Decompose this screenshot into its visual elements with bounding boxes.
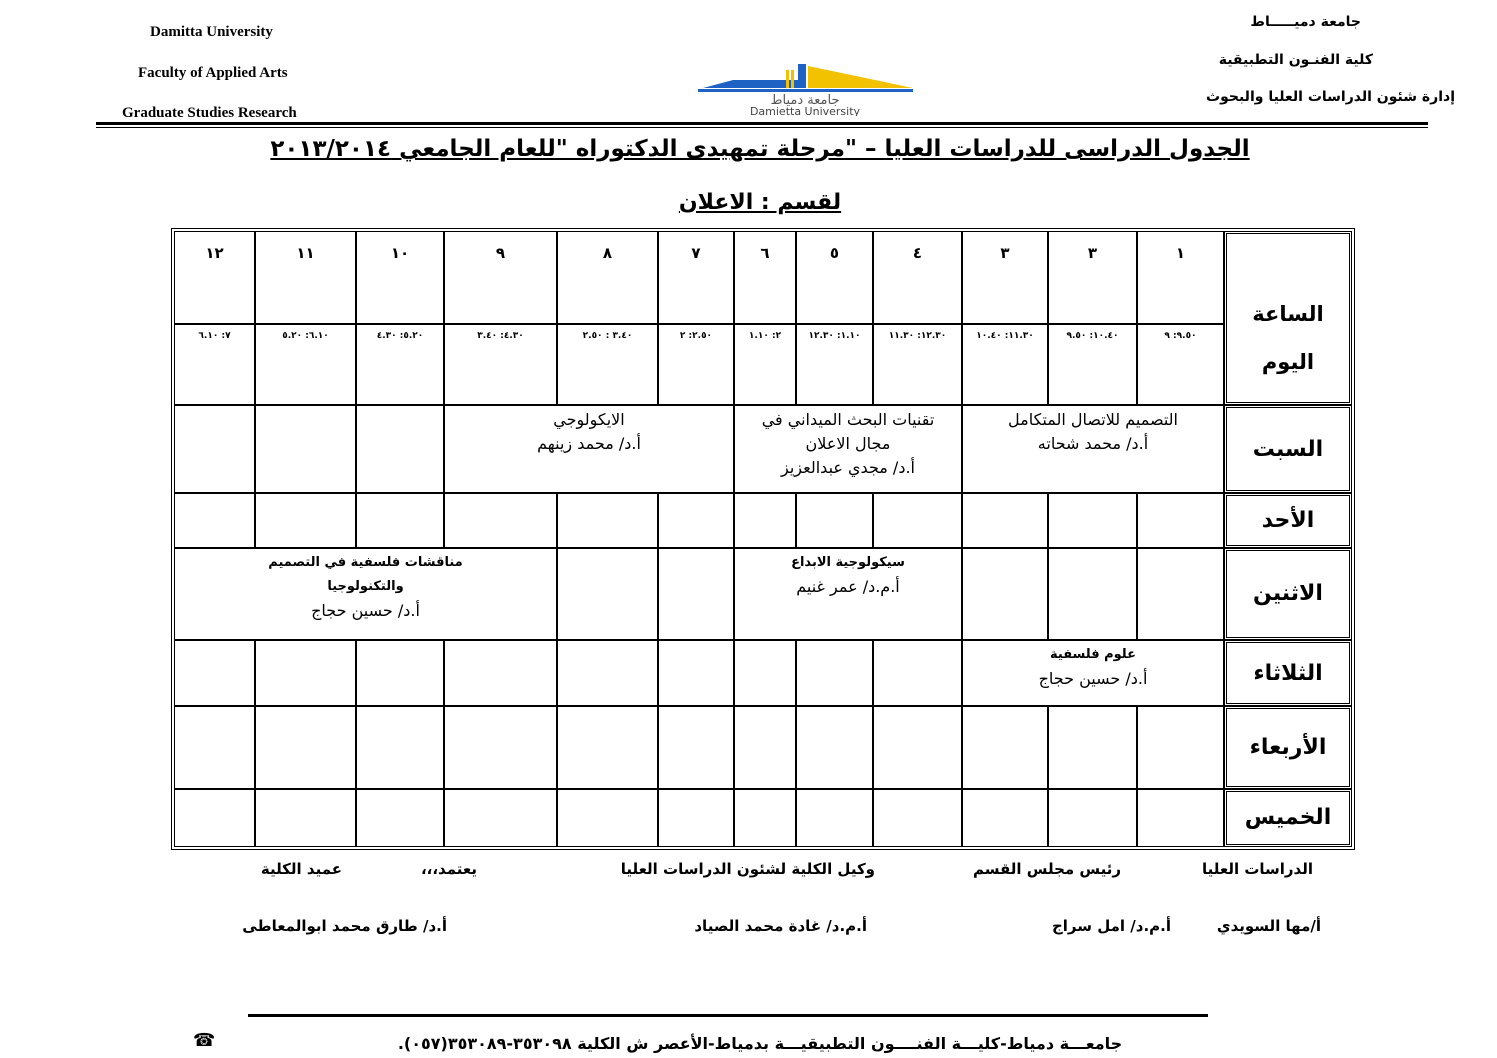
sig-vice-title: وكيل الكلية لشئون الدراسات العليا (620, 860, 875, 878)
empty-cell (796, 493, 873, 547)
course-name-line2: والتكنولوجيا (327, 578, 404, 594)
empty-cell (1048, 548, 1137, 640)
period-number: ٨ (557, 231, 658, 324)
logo-english-text: Damietta University (749, 105, 861, 116)
course-name-line2: مجال الاعلان (805, 433, 891, 453)
empty-cell (1137, 706, 1224, 788)
empty-cell (734, 493, 796, 547)
course-cell (444, 405, 734, 493)
period-time: ٤.٣٠: ٣.٤٠ (444, 324, 557, 404)
empty-cell (557, 640, 658, 706)
day-row-wednesday (174, 706, 1352, 788)
empty-cell (658, 789, 734, 847)
day-thursday: الخميس (1224, 789, 1352, 847)
empty-cell (356, 640, 444, 706)
footer-address: جامعـــة دمياط-كليـــة الفنــــون التطبيقيـــة بدمياط-الأعصر ش الكلية ٣٥٣٠٩٨-٣٥٣٠٨٩(٠٥٧). (397, 1034, 1123, 1053)
course-cell (962, 640, 1224, 706)
day-wednesday: الأربعاء (1224, 706, 1352, 788)
course-cell (962, 405, 1224, 493)
course-name: التصميم للاتصال المتكامل (1008, 409, 1178, 429)
university-logo (698, 60, 913, 116)
header-university-en: Damitta University (150, 24, 273, 40)
period-number: ٧ (658, 231, 734, 324)
course-name: علوم فلسفية (1050, 646, 1136, 662)
period-number: ٤ (873, 231, 962, 324)
course-professor: أ.د/ حسين حجاج (311, 600, 420, 620)
course-cell (174, 548, 557, 640)
course-name: سيكولوجية الابداع (791, 554, 905, 570)
header-rule-thin (96, 127, 1428, 128)
header-faculty-ar: كلية الفنـون التطبيقية (1218, 52, 1373, 68)
period-number: ٣ (1048, 231, 1137, 324)
course-professor: أ.د/ محمد شحاته (1037, 433, 1149, 453)
empty-cell (962, 548, 1048, 640)
empty-cell (356, 405, 444, 493)
empty-cell (444, 706, 557, 788)
sig-grad-name: أ/مها السويدي (1216, 917, 1321, 935)
empty-cell (557, 493, 658, 547)
empty-cell (962, 706, 1048, 788)
empty-cell (255, 706, 356, 788)
page-title: الجدول الدراسى للدراسات العليا – "مرحلة تمهيدى الدكتوراه "للعام الجامعي ٢٠١٣/٢٠١٤ (270, 136, 1250, 162)
period-time: ٦.١٠: ٥.٢٠ (255, 324, 356, 404)
empty-cell (356, 706, 444, 788)
empty-cell (734, 789, 796, 847)
empty-cell (1137, 548, 1224, 640)
course-cell (734, 548, 962, 640)
sig-vice-name: أ.م.د/ غادة محمد الصياد (694, 917, 867, 935)
empty-cell (796, 640, 873, 706)
period-time: ٩.٥٠: ٩ (1137, 324, 1224, 404)
empty-cell (444, 640, 557, 706)
empty-cell (796, 706, 873, 788)
empty-cell (873, 706, 962, 788)
day-sunday: الأحد (1224, 493, 1352, 547)
empty-cell (1048, 493, 1137, 547)
period-time: ٢: ١.١٠ (734, 324, 796, 404)
empty-cell (658, 706, 734, 788)
empty-cell (873, 789, 962, 847)
empty-cell (796, 789, 873, 847)
period-number: ٦ (734, 231, 796, 324)
header-office-en: Graduate Studies Research (122, 105, 297, 121)
empty-cell (174, 493, 255, 547)
course-professor: أ.د/ محمد زينهم (537, 433, 641, 453)
period-time: ٣.٤٠ : ٢.٥٠ (557, 324, 658, 404)
empty-cell (658, 640, 734, 706)
empty-cell (174, 640, 255, 706)
empty-cell (1137, 789, 1224, 847)
day-tuesday: الثلاثاء (1224, 640, 1352, 706)
period-time: ١٢.٣٠: ١١.٣٠ (873, 324, 962, 404)
period-number-row (174, 231, 1352, 324)
course-professor: أ.م.د/ عمر غنيم (796, 576, 900, 596)
day-row-tuesday (174, 640, 1352, 706)
day-saturday: السبت (1224, 405, 1352, 493)
day-row-thursday (174, 789, 1352, 847)
sig-head-name: أ.م.د/ امل سراج (1051, 917, 1171, 935)
period-time: ٥.٢٠: ٤.٣٠ (356, 324, 444, 404)
empty-cell (962, 493, 1048, 547)
header-faculty-en: Faculty of Applied Arts (138, 65, 288, 81)
empty-cell (174, 405, 255, 493)
empty-cell (1048, 789, 1137, 847)
empty-cell (1137, 493, 1224, 547)
empty-cell (1048, 706, 1137, 788)
empty-cell (255, 493, 356, 547)
day-label: اليوم (1261, 349, 1315, 374)
period-number: ٣ (962, 231, 1048, 324)
period-time: ٧: ٦.١٠ (174, 324, 255, 404)
course-name: تقنيات البحث الميداني في (761, 409, 935, 429)
empty-cell (873, 493, 962, 547)
empty-cell (444, 789, 557, 847)
period-number: ٥ (796, 231, 873, 324)
course-professor: أ.د/ مجدي عبدالعزيز (781, 457, 915, 477)
department-title: لقسم : الاعلان (678, 190, 842, 215)
hour-day-header (1224, 231, 1352, 405)
header-university-ar: جامعة دميـــــاط (1250, 14, 1361, 30)
empty-cell (658, 493, 734, 547)
period-time: ٢.٥٠: ٢ (658, 324, 734, 404)
empty-cell (356, 789, 444, 847)
course-name: الايكولوجي (553, 409, 625, 429)
period-number: ٩ (444, 231, 557, 324)
empty-cell (174, 706, 255, 788)
footer-rule (248, 1014, 1208, 1017)
phone-icon: ☎ (193, 1030, 216, 1051)
period-time: ١.١٠: ١٢.٣٠ (796, 324, 873, 404)
schedule-table (174, 231, 1352, 847)
sig-grad-title: الدراسات العليا (1201, 860, 1313, 878)
empty-cell (356, 493, 444, 547)
period-number: ١١ (255, 231, 356, 324)
sig-approve: يعتمد،،، (420, 860, 477, 878)
empty-cell (557, 789, 658, 847)
course-cell (734, 405, 962, 493)
period-time-row (174, 324, 1352, 404)
header-rule-thick (96, 122, 1428, 125)
empty-cell (962, 789, 1048, 847)
course-professor: أ.د/ حسين حجاج (1038, 668, 1148, 688)
period-number: ١ (1137, 231, 1224, 324)
period-number: ١٠ (356, 231, 444, 324)
hour-label: الساعة (1252, 301, 1324, 326)
empty-cell (444, 493, 557, 547)
sig-head-title: رئيس مجلس القسم (972, 860, 1121, 878)
logo-arabic-text: جامعة دمياط (770, 93, 840, 108)
sig-dean-name: أ.د/ طارق محمد ابوالمعاطى (242, 917, 447, 935)
empty-cell (255, 405, 356, 493)
empty-cell (255, 640, 356, 706)
empty-cell (734, 640, 796, 706)
day-monday: الاثنين (1224, 548, 1352, 640)
period-time: ١٠.٤٠: ٩.٥٠ (1048, 324, 1137, 404)
empty-cell (255, 789, 356, 847)
sig-dean-title: عميد الكلية (260, 860, 342, 878)
header-office-ar: إدارة شئون الدراسات العليا والبحوث (1206, 89, 1455, 105)
empty-cell (557, 548, 658, 640)
day-row-sunday (174, 493, 1352, 547)
empty-cell (174, 789, 255, 847)
empty-cell (557, 706, 658, 788)
empty-cell (873, 640, 962, 706)
day-row-monday (174, 548, 1352, 640)
period-number: ١٢ (174, 231, 255, 324)
empty-cell (658, 548, 734, 640)
day-row-saturday (174, 405, 1352, 493)
course-name: مناقشات فلسفية في التصميم (268, 554, 463, 570)
period-time: ١١.٣٠: ١٠.٤٠ (962, 324, 1048, 404)
empty-cell (734, 706, 796, 788)
